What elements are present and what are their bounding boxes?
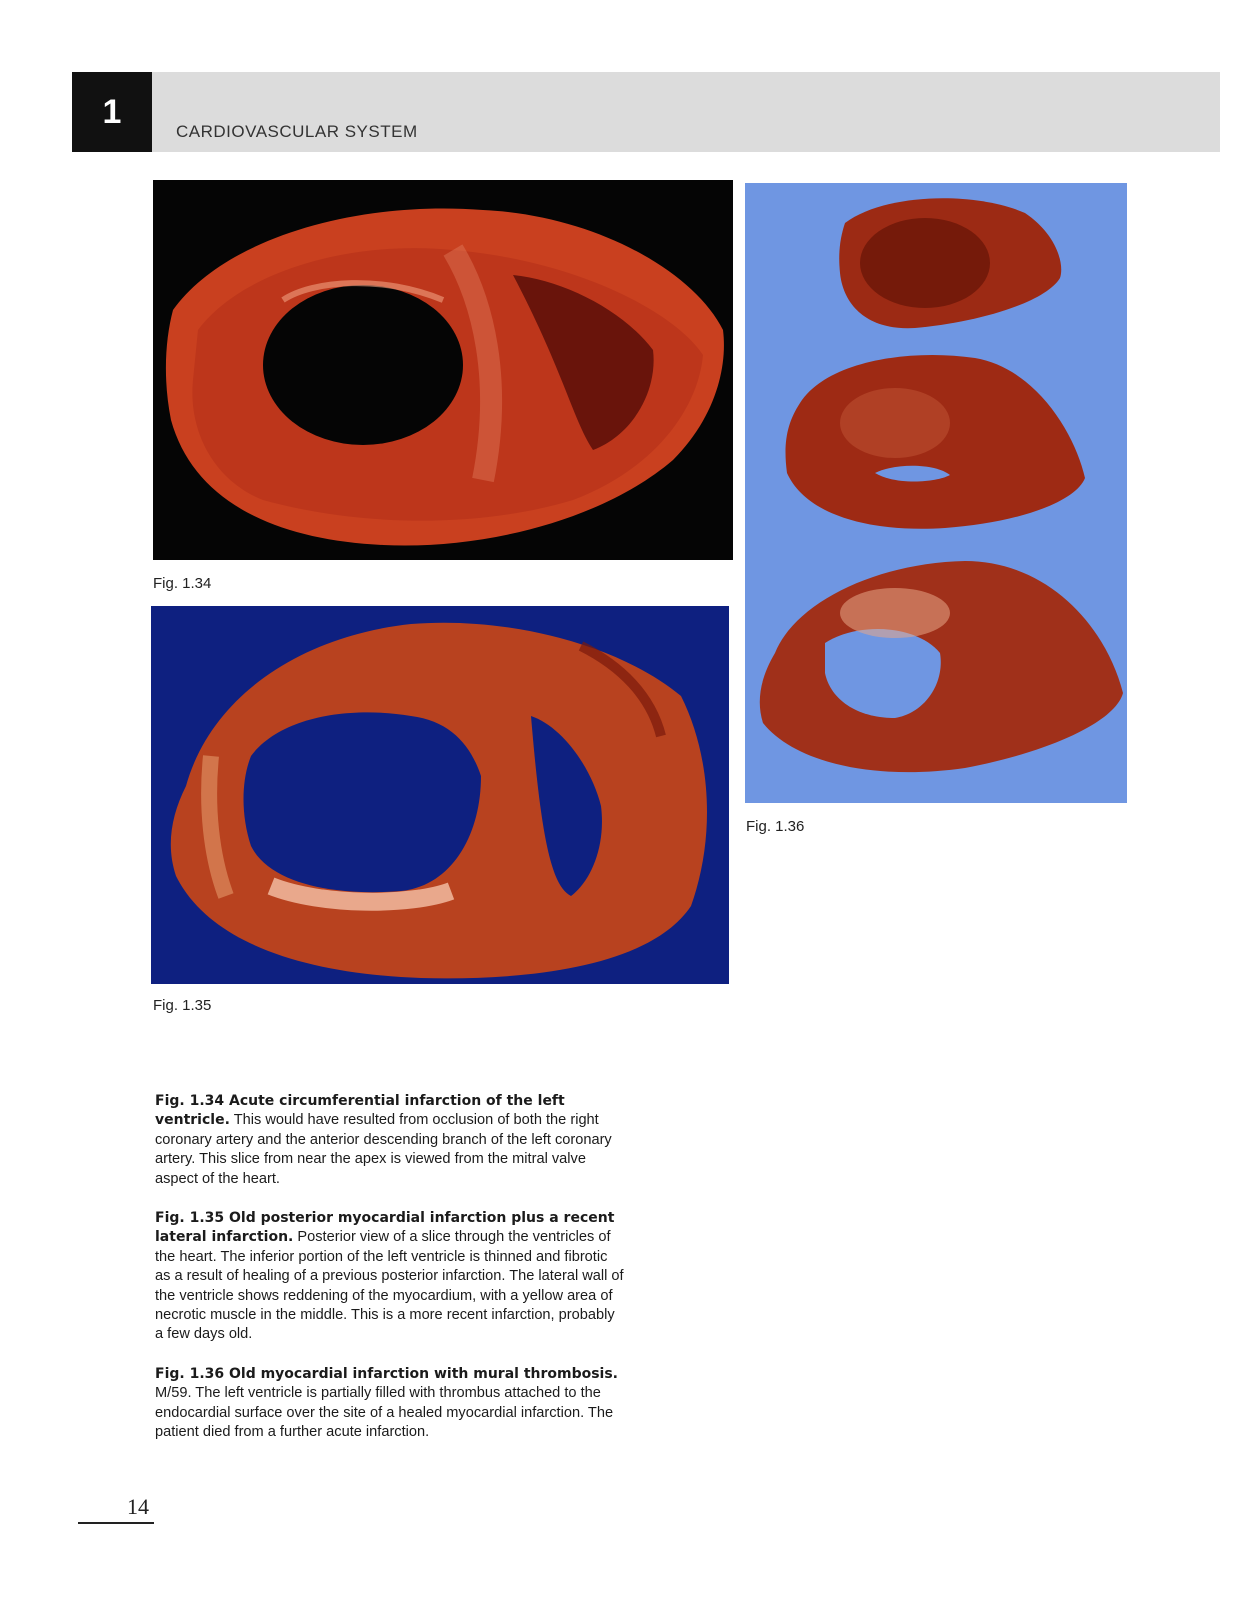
caption-1-35	[155, 1209, 625, 1345]
caption-title: Fig. 1.35 Old posterior myocardial infarction plus a recent lateral infarction.	[155, 1210, 615, 1246]
caption-1-36	[155, 1365, 625, 1443]
caption-body: M/59. The left ventricle is partially filled with thrombus attached to the endocardial surface over the site of a healed myocardial infarction. The patient died from a further acute infarction.	[155, 1385, 614, 1441]
page-number-rule	[78, 1522, 154, 1524]
figure-1-36-label: Fig. 1.36	[746, 818, 805, 835]
chapter-title: CARDIOVASCULAR SYSTEM	[176, 122, 418, 141]
caption-body: This would have resulted from occlusion of both the right coronary artery and the anterior descending branch of the left coronary artery. This slice from near the apex is viewed from the mitral valve aspect of the heart.	[155, 1112, 612, 1187]
figure-1-35-label: Fig. 1.35	[153, 997, 212, 1014]
figure-captions	[155, 1092, 625, 1463]
page-number: 14	[127, 1494, 149, 1519]
caption-title: Fig. 1.36 Old myocardial infarction with mural thrombosis.	[155, 1365, 619, 1382]
figure-1-35-photo	[151, 606, 729, 984]
caption-title: Fig. 1.34 Acute circumferential infarction of the left ventricle.	[155, 1093, 565, 1129]
caption-1-34	[155, 1092, 625, 1189]
figure-1-36-photo	[745, 183, 1127, 803]
figure-1-34-label: Fig. 1.34	[153, 575, 212, 592]
caption-body: Posterior view of a slice through the ventricles of the heart. The inferior portion of the left ventricle is thinned and fibrotic as a result of healing of a previous posterior infarction. The lateral wall of the ventricle shows reddening of the myocardium, with a yellow area of necrotic muscle in the middle. This is a more recent infarction, probably a few days old.	[155, 1229, 624, 1343]
figure-1-34-photo	[153, 180, 733, 560]
chapter-number-box: 1	[72, 72, 152, 152]
